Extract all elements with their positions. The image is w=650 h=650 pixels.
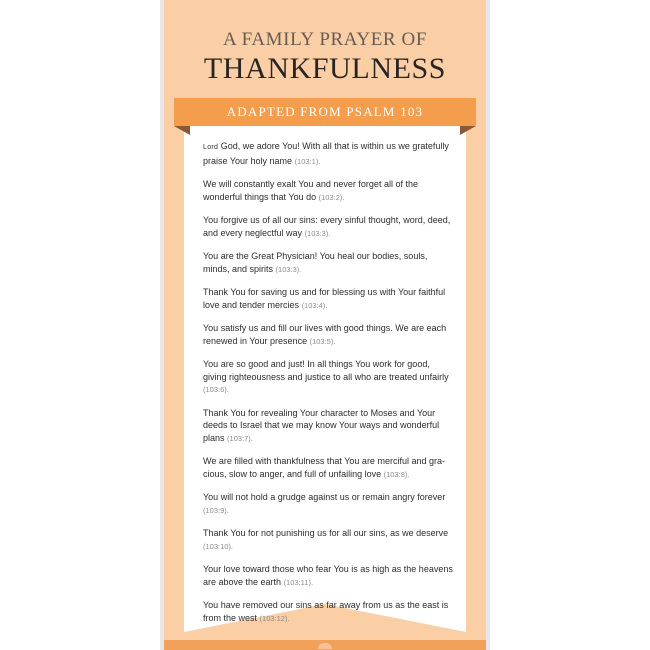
- prayer-paragraph: [203, 322, 453, 348]
- prayer-paragraph: [203, 286, 453, 312]
- verse-ref: (103:4).: [301, 300, 328, 310]
- prayer-paragraph: [203, 491, 453, 517]
- prayer-paragraph: [203, 358, 453, 397]
- ribbon-fold-right: [460, 126, 476, 135]
- verse-ref: (103:8).: [383, 469, 410, 479]
- paragraph-text: You are so good and just! In all things You work for good, giving righteousness and justice to all who are treated unfairly: [203, 359, 449, 382]
- paragraph-text: God, we adore You! With all that is within us we gratefully praise Your holy name: [203, 141, 449, 166]
- paragraph-text: Thank You for not punishing us for all our sins, as we deserve: [203, 528, 449, 538]
- verse-ref: (103:11).: [283, 577, 314, 587]
- prayer-paragraph: [203, 140, 453, 168]
- page-title: THANKFULNESS: [203, 52, 447, 85]
- paragraph-text: We are filled with thankfulness that You are merciful and gra-cious, slow to anger, and full of unfailing love: [203, 456, 445, 479]
- verse-ref: (103:7).: [227, 433, 253, 443]
- bottom-tab-marker: [318, 643, 332, 649]
- prayer-paragraph: [203, 407, 453, 446]
- paragraph-text: You have removed our sins as far away from us as the east is from the west: [203, 600, 449, 623]
- ribbon-text: ADAPTED FROM PSALM 103: [226, 104, 424, 119]
- verse-ref: (103:1).: [294, 156, 321, 166]
- paragraph-text: We will constantly exalt You and never forget all of the wonderful things that You do: [203, 179, 418, 202]
- prayer-paragraph: [203, 599, 453, 625]
- ribbon-fold-left: [174, 126, 190, 135]
- prayer-paragraph: [203, 527, 453, 553]
- paragraph-text: You satisfy us and fill our lives with good things. We are each renewed in Your presence: [203, 323, 447, 346]
- right-frame-edge: [486, 0, 490, 650]
- subtitle-ribbon: [174, 98, 476, 126]
- verse-ref: (103:5).: [309, 336, 336, 346]
- prayer-paragraph: [203, 250, 453, 276]
- small-caps-lord: Lord: [203, 144, 219, 151]
- verse-ref: (103:12).: [259, 613, 290, 623]
- prayer-paragraph: [203, 178, 453, 204]
- prayer-text: [203, 140, 453, 635]
- pretitle: A FAMILY PRAYER OF: [222, 29, 428, 50]
- verse-ref: (103:3).: [275, 264, 302, 274]
- prayer-paragraph: [203, 455, 453, 481]
- verse-ref: (103:2).: [318, 192, 345, 202]
- paragraph-text: You will not hold a grudge against us or remain angry forever: [203, 492, 446, 502]
- verse-ref: (103:9).: [203, 505, 229, 515]
- verse-ref: (103:10).: [203, 541, 234, 551]
- prayer-paragraph: [203, 563, 453, 589]
- paragraph-text: Thank You for revealing Your character to Moses and Your deeds to Israel that we may know Your ways and wonderful plans: [203, 407, 440, 443]
- prayer-paragraph: [203, 214, 453, 240]
- paragraph-text: You forgive us of all our sins: every sinful thought, word, deed, and every neglectful way: [203, 215, 451, 238]
- paragraph-text: Thank You for saving us and for blessing us with Your faithful love and tender mercies: [203, 287, 446, 310]
- paragraph-text: Your love toward those who fear You is as high as the heavens are above the earth: [203, 564, 453, 587]
- paragraph-text: You are the Great Physician! You heal our bodies, souls, minds, and spirits: [203, 251, 428, 274]
- verse-ref: (103:6).: [203, 385, 229, 394]
- prayer-card: [164, 0, 486, 650]
- verse-ref: (103:3).: [304, 228, 331, 238]
